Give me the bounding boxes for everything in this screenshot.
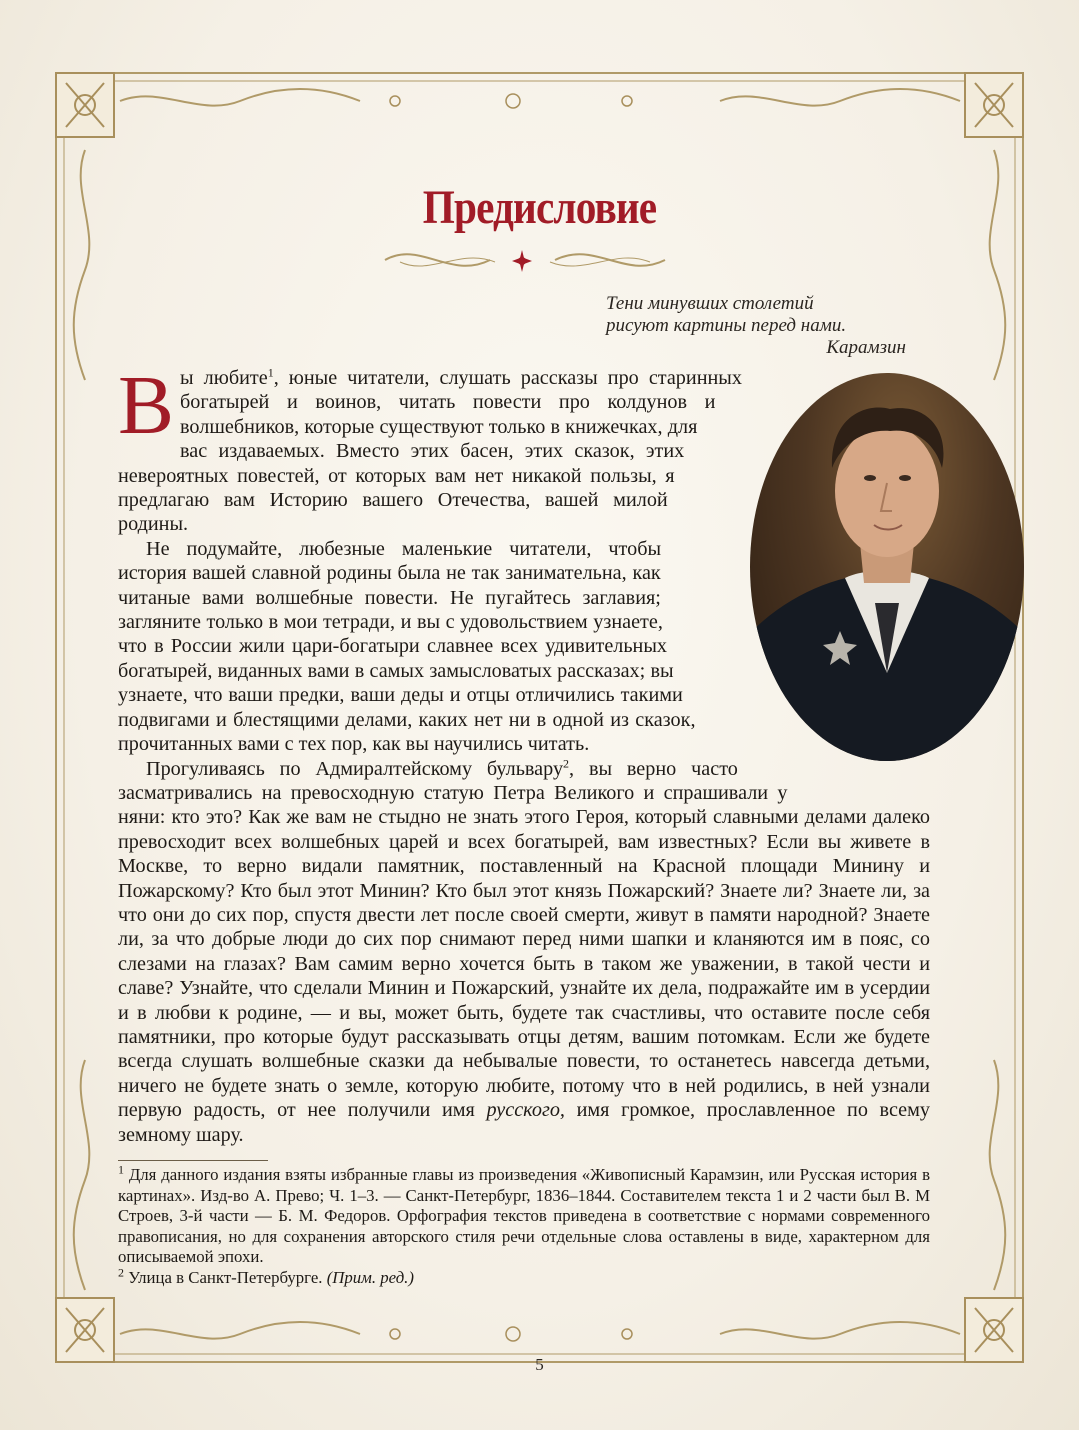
paragraph <box>118 757 930 1148</box>
footnote-mark: 1 <box>118 1162 124 1177</box>
footnote-mark: 2 <box>118 1264 124 1279</box>
page-title: Предисловие <box>422 181 657 234</box>
footnote-1 <box>118 1162 930 1268</box>
footnote-rule <box>118 1160 268 1161</box>
epigraph-author: Карамзин <box>826 337 906 358</box>
footnote-2 <box>118 1264 930 1289</box>
page-number: 5 <box>535 1355 544 1374</box>
epigraph-line: рисуют картины перед нами. <box>606 315 847 336</box>
italic-word: русского, <box>486 1099 565 1122</box>
epigraph-line: Тени минувших столетий <box>606 293 814 314</box>
paragraph-text: имя громкое, прославленное по всему земному шару. <box>118 1099 930 1146</box>
paragraph-text: , юные читатели, слушать рассказы про старинных богатырей и воинов, читать повести про колдунов и волшебников, которые существуют только в книжечках, для вас издаваемых. Вместо этих басен, этих сказок, этих невероятных повестей, от которых вам нет никакой пользы, я предлагаю вам Историю вашего Отечества, вашей милой родины. <box>118 367 742 536</box>
paragraph-text: , вы верно часто засматривались на превосходную статую Петра Великого и спрашивали у няни: кто это? Как же вам не стыдно не знать этого Героя, который славными делами далеко превосходит всех волшебных царей и всех богатырей, вам известных? Если вы живете в Москве, то верно видали памятник, поставленный на Красной площади Минину и Пожарскому? Кто был этот Минин? Кто был этот князь Пожарский? Знаете ли? Знаете ли, за что они до сих пор, спустя двести лет после своей смерти, живут в памяти народной? Знаете ли, за что добрые люди до сих пор снимают перед ними шапки и кланяются им в пояс, со слезами на глазах? Вам самим верно хочется быть в таком же уважении, в такой чести и славе? Узнайте, что сделали Минин и Пожарский, узнайте их дела, подражайте им в усердии и в любви к родине, — и вы, может быть, будете так счастливы, что оставите после себя памятники, про которые будут рассказывать отцы детям, вашим потомкам. Если же будете всегда слушать волшебные сказки да небывалые повести, то останетесь навсегда детьми, ничего не будете знать о земле, которую любите, потому что в ней родились, в ней узнали первую радость, от нее получили имя <box>118 757 930 1122</box>
footnote-text: Улица в Санкт-Петербурге. <box>124 1267 327 1287</box>
footnote-text: Для данного издания взяты избранные главы из произведения «Живописный Карамзин, или Русская история в картинах». Изд-во А. Прево; Ч. 1–3. — Санкт-Петербург, 1836–1844. Составителем текста 1 и 2 части был В. М Строев, 3-й части — Б. М. Федоров. Орфография текстов приведена в соответствие с нормами современного правописания, но для сохранения авторского стиля речи отдельные слова оставлены в виде, характерном для описываемой эпохи. <box>118 1165 930 1266</box>
footnote-ref[interactable]: 1 <box>267 365 274 380</box>
paragraph-text: ы любите <box>180 367 268 389</box>
footnote-italic: (Прим. ред.) <box>326 1267 414 1287</box>
main-text <box>118 359 930 1147</box>
paragraph-text: Прогуливаясь по Адмиралтейскому бульвару <box>146 757 564 780</box>
paragraph: Не подумайте, любезные маленькие читатели, чтобы история вашей славной родины была не так занимательна, как читаные вами волшебные повести. Не пугайтесь заглавия; загляните только в мои тетради, и вы с удовольствием узнаете, что в России жили цари-богатыри славнее всех удивительных богатырей, виданных вами в самых замысловатых рассказах; вы узнаете, что ваши предки, ваши деды и отцы отличились такими подвигами и блестящими делами, каких нет ни в одной из сказок, прочитанных вами с тех пор, как вы научились читать. <box>118 537 696 756</box>
epigraph <box>606 293 906 359</box>
footnotes <box>118 1160 930 1288</box>
footnote-ref[interactable]: 2 <box>563 755 570 770</box>
drop-cap: В <box>118 359 175 452</box>
